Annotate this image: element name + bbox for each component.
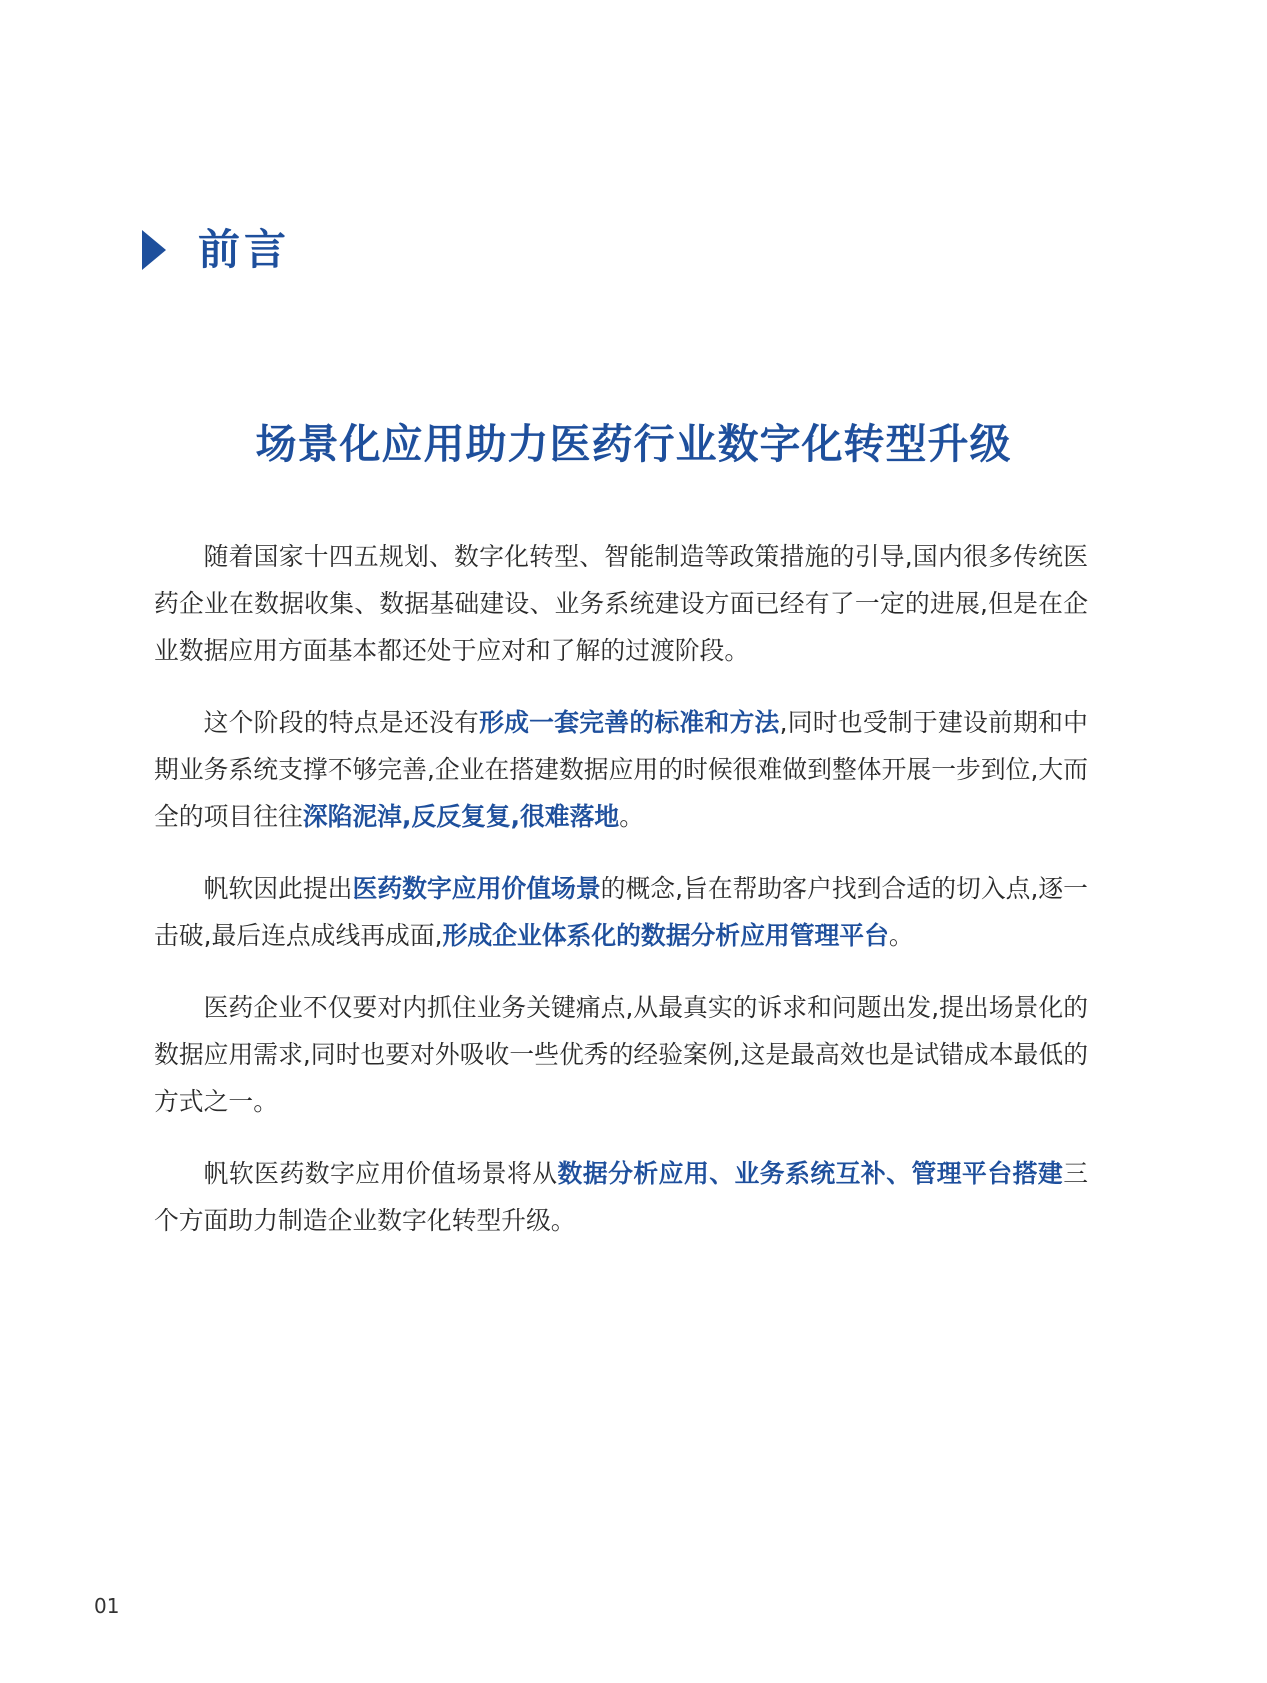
highlight-text: 医药数字应用价值场景	[352, 874, 601, 903]
paragraph-text: 这个阶段的特点是还没有	[203, 708, 480, 737]
paragraph-text: 。	[619, 802, 645, 831]
paragraph-2	[154, 699, 1088, 840]
highlight-text: 深陷泥淖,反反复复,很难落地	[302, 802, 620, 831]
paragraph-text: ,同时也受制于建设前期和中期业务系统支撑不够完善,企业在搭建数据应用的时候很难做到整体开展一步到位,大而全的项目往往	[154, 708, 1088, 831]
paragraph-text: 。	[888, 921, 914, 950]
paragraph-text: 的概念,旨在帮助客户找到合适的切入点,逐一击破,最后连点成线再成面,	[154, 874, 1088, 950]
section-title: 前言	[198, 225, 291, 274]
page-title: 场景化应用助力医药行业数字化转型升级	[255, 420, 1012, 468]
paragraph-3	[154, 865, 1088, 959]
paragraph-4	[154, 984, 1088, 1125]
paragraph-text: 帆软因此提出	[203, 874, 353, 903]
triangle-right-icon	[142, 230, 166, 270]
paragraph-1	[154, 533, 1088, 674]
highlight-text: 数据分析应用、业务系统互补、管理平台搭建	[557, 1159, 1064, 1188]
paragraph-text: 帆软医药数字应用价值场景将从	[203, 1159, 558, 1188]
highlight-text: 形成一套完善的标准和方法	[479, 708, 780, 737]
paragraph-text: 医药企业不仅要对内抓住业务关键痛点,从最真实的诉求和问题出发,提出场景化的数据应用需求,同时也要对外吸收一些优秀的经验案例,这是最高效也是试错成本最低的方式之一。	[154, 993, 1088, 1116]
highlight-text: 形成企业体系化的数据分析应用管理平台	[442, 921, 889, 950]
paragraph-text: 随着国家十四五规划、数字化转型、智能制造等政策措施的引导,国内很多传统医药企业在数据收集、数据基础建设、业务系统建设方面已经有了一定的进展,但是在企业数据应用方面基本都还处于应对和了解的过渡阶段。	[154, 542, 1088, 665]
body-text	[154, 533, 1088, 1269]
paragraph-5	[154, 1150, 1088, 1244]
section-header	[142, 222, 290, 278]
page-number: 01	[94, 1594, 120, 1618]
paragraph-text: 三个方面助力制造企业数字化转型升级。	[154, 1159, 1088, 1235]
